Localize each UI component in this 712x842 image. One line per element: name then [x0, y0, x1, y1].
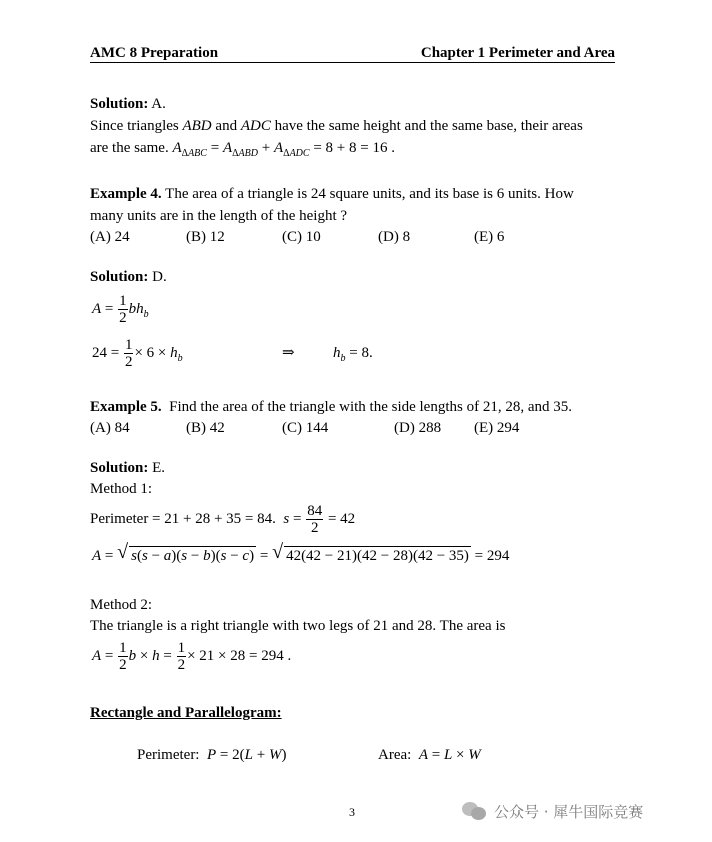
example4-choice-c: (C) 10 [282, 229, 321, 245]
example4-line1: Example 4. The area of a triangle is 24 square units, and its base is 6 units. How [90, 186, 574, 202]
solution-prev-line1: Since triangles ABD and ADC have the same height and the same base, their areas [90, 118, 583, 134]
solution-prev-heading: Solution: A. [90, 96, 166, 112]
header-right: Chapter 1 Perimeter and Area [420, 45, 615, 61]
example4-solution-heading: Solution: D. [90, 269, 167, 285]
example5-choice-a: (A) 84 [90, 420, 130, 436]
heron-formula: A = √ s(s − a)(s − b)(s − c) = √ 42(42 − 21)(42 − 28)(42 − 35) = 294 [92, 546, 509, 566]
implies-arrow: ⇒ [282, 345, 295, 361]
area-formula-line: Area: A = L × W [378, 747, 481, 763]
method2-equation: A = $\frac{1}{2}$ b × h = $\frac{1}{2}$ × 21 × 28 = 294 . [92, 640, 292, 674]
example5-choice-c: (C) 144 [282, 420, 329, 436]
example4-choice-b: (B) 12 [186, 229, 225, 245]
example5-solution-heading: Solution: E. [90, 460, 166, 476]
header-rule [90, 62, 615, 63]
method2-label: Method 2: [90, 597, 153, 613]
page-number: 3 [349, 805, 355, 819]
example4-eq2: 24 = $\frac{1}{2}$ × $6 \times h_b$ [92, 337, 183, 371]
header-left: AMC 8 Preparation [90, 45, 219, 61]
example4-choice-a: (A) 24 [90, 229, 130, 245]
solution-prev-line2: are the same. $A_{\Delta ABC} = A_{\Delta ABD} + A_{\Delta ADC} = 8 + 8 = 16$ . [90, 140, 395, 159]
watermark-text: 公众号 · 犀牛国际竞赛 [494, 802, 644, 821]
area-sum-equation: $A_{\Delta ABC} = A_{\Delta ABD} + A_{\Delta ADC} = 8 + 8 = 16$ . [172, 140, 395, 159]
perimeter-line: Perimeter = 21 + 28 + 35 = 84. s = $\frac{84}{2}$ = 42 [90, 503, 356, 537]
example4-choice-e: (E) 6 [474, 229, 505, 245]
example4-choice-d: (D) 8 [378, 229, 411, 245]
example4-eq1: A = $\frac{1}{2}$ $bh_b$ [92, 293, 149, 327]
watermark [462, 800, 643, 822]
perimeter-formula-line: Perimeter: P = 2(L + W) [137, 747, 287, 763]
example5-choice-d: (D) 288 [394, 420, 442, 436]
example4-eq3: $h_b = 8$. [333, 345, 373, 364]
section-title: Rectangle and Parallelogram: [90, 705, 282, 721]
wechat-icon [462, 800, 488, 822]
example5-choice-b: (B) 42 [186, 420, 225, 436]
example4-line2: many units are in the length of the height ? [90, 208, 348, 224]
method2-text: The triangle is a right triangle with two legs of 21 and 28. The area is [90, 618, 506, 634]
example5-choice-e: (E) 294 [474, 420, 520, 436]
method1-label: Method 1: [90, 481, 153, 497]
example5-line1: Example 5. Find the area of the triangle with the side lengths of 21, 28, and 35. [90, 399, 572, 415]
